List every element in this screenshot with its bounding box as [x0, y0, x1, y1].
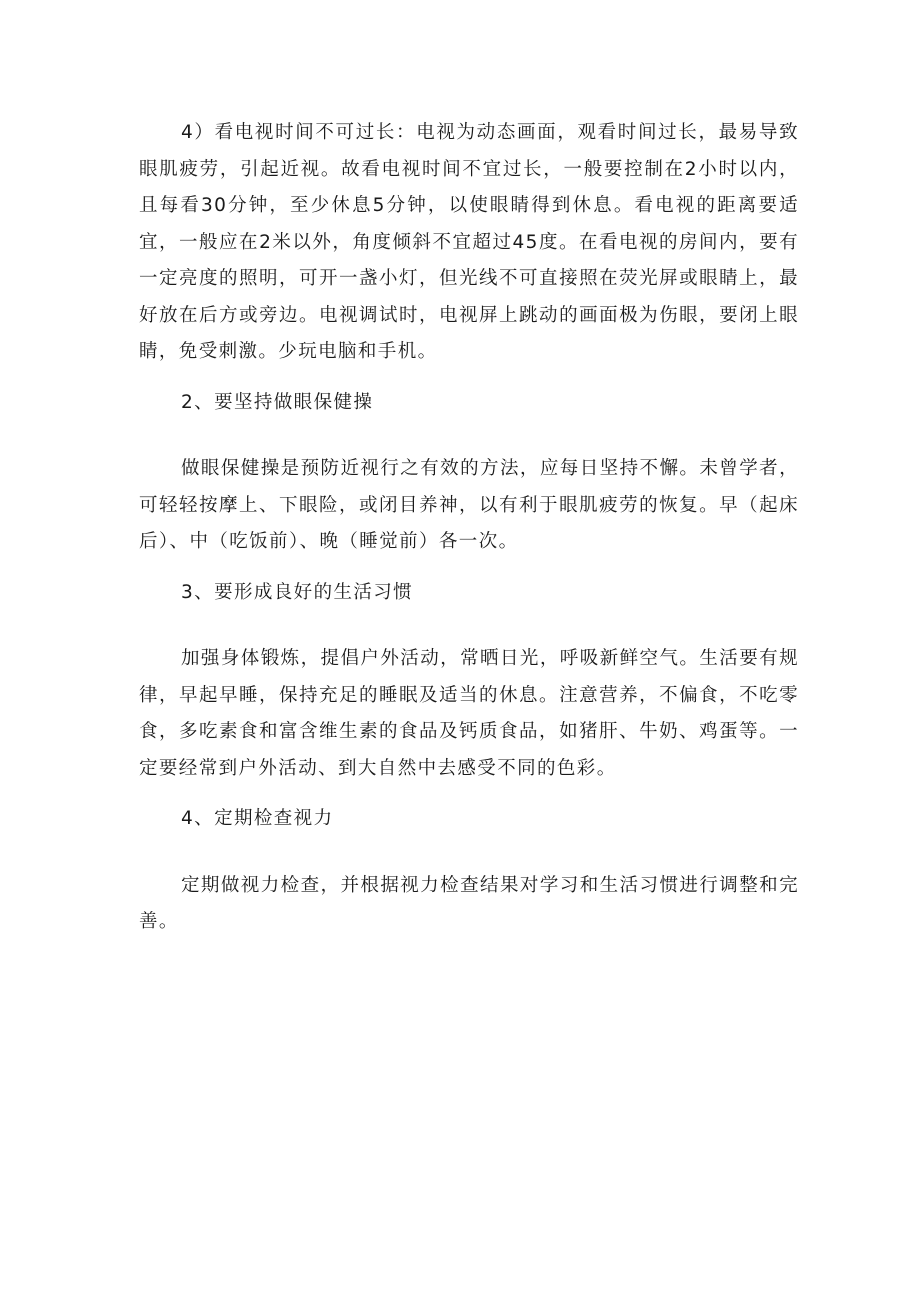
heading-living-habits: 3、要形成良好的生活习惯: [181, 581, 414, 603]
paragraph-eye-exercises: 做眼保健操是预防近视行之有效的方法，应每日坚持不懈。未曾学者，可轻轻按摩上、下眼险，或闭目养神，以有利于眼肌疲劳的恢复。早（起床后）、中（吃饭前）、晚（睡觉前）各一次。: [139, 458, 799, 552]
heading-vision-check: 4、定期检查视力: [181, 808, 334, 829]
document-body: [139, 115, 799, 941]
paragraph-living-habits: 加强身体锻炼，提倡户外活动，常晒日光，呼吸新鲜空气。生活要有规律，早起早睡，保持充足的睡眠及适当的休息。注意营养，不偏食，不吃零食，多吃素食和富含维生素的食品及钙质食品，如猪肝、牛奶、鸡蛋等。一定要经常到户外活动、到大自然中去感受不同的色彩。: [139, 648, 799, 779]
heading-eye-exercises: 2、要坚持做眼保健操: [181, 391, 374, 413]
paragraph-tv-time: 4）看电视时间不可过长：电视为动态画面，观看时间过长，最易导致眼肌疲劳，引起近视。故看电视时间不宜过长，一般要控制在2小时以内，且每看30分钟，至少休息5分钟，以使眼睛得到休息。看电视的距离要适宜，一般应在2米以外，角度倾斜不宜超过45度。在看电视的房间内，要有一定亮度的照明，可开一盏小灯，但光线不可直接照在荧光屏或眼睛上，最好放在后方或旁边。电视调试时，电视屏上跳动的画面极为伤眼，要闭上眼睛，免受刺激。少玩电脑和手机。: [139, 122, 799, 362]
paragraph-vision-check: 定期做视力检查，并根据视力检查结果对学习和生活习惯进行调整和完善。: [139, 874, 799, 932]
